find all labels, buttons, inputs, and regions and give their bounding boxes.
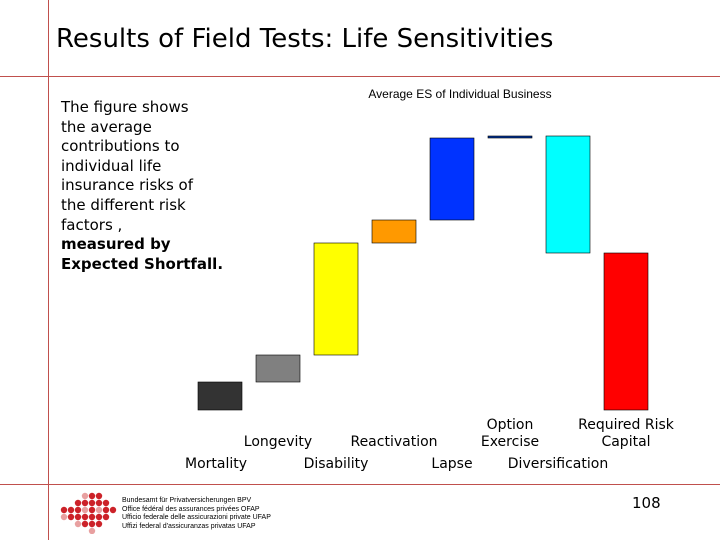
chart-bars — [198, 136, 648, 410]
description-bold-line: Expected Shortfall. — [61, 254, 224, 273]
page-number: 108 — [632, 494, 661, 512]
bar-option-exercise — [488, 136, 532, 138]
logo-line: Bundesamt für Privatversicherungen BPV — [122, 497, 252, 504]
footer-divider-line — [0, 484, 720, 485]
description-bold-line: measured by — [61, 235, 171, 254]
description-line: the different risk — [61, 195, 186, 214]
logo-line: Ufficio federale delle assicurazioni private UFAP — [122, 514, 271, 521]
bar-disability — [314, 243, 358, 355]
bar-diversification — [546, 136, 590, 253]
category-label: Required Risk Capital — [578, 417, 674, 450]
category-label: Mortality — [184, 456, 248, 472]
logo-text — [122, 497, 271, 531]
logo-line: Office fédéral des assurances privées OFAP — [122, 505, 260, 513]
description-line: factors , — [61, 215, 123, 234]
bar-required-risk-capital — [604, 253, 648, 410]
bar-lapse — [430, 138, 474, 220]
logo-line: Uffizi federal d'assicuranzas privatas UFAP — [122, 522, 256, 530]
category-label: Longevity — [243, 434, 313, 450]
category-label: Option Exercise — [480, 417, 540, 450]
category-label: Reactivation — [350, 434, 438, 450]
bar-mortality — [198, 382, 242, 410]
description-line: The figure shows — [61, 98, 189, 116]
category-label: Disability — [303, 456, 369, 472]
description-line: insurance risks of — [61, 176, 193, 195]
chart-title: Average ES of Individual Business — [368, 87, 552, 101]
chart-category-labels — [185, 417, 675, 472]
bpv-logo-icon — [56, 490, 118, 534]
description-line: individual life — [61, 156, 162, 175]
bar-reactivation — [372, 220, 416, 243]
category-label: Lapse — [431, 456, 473, 472]
category-label: Diversification — [507, 456, 609, 472]
description-line: contributions to — [61, 137, 180, 156]
bar-longevity — [256, 355, 300, 382]
slide-title: Results of Field Tests: Life Sensitivities — [56, 24, 554, 54]
description-line: the average — [61, 117, 152, 136]
